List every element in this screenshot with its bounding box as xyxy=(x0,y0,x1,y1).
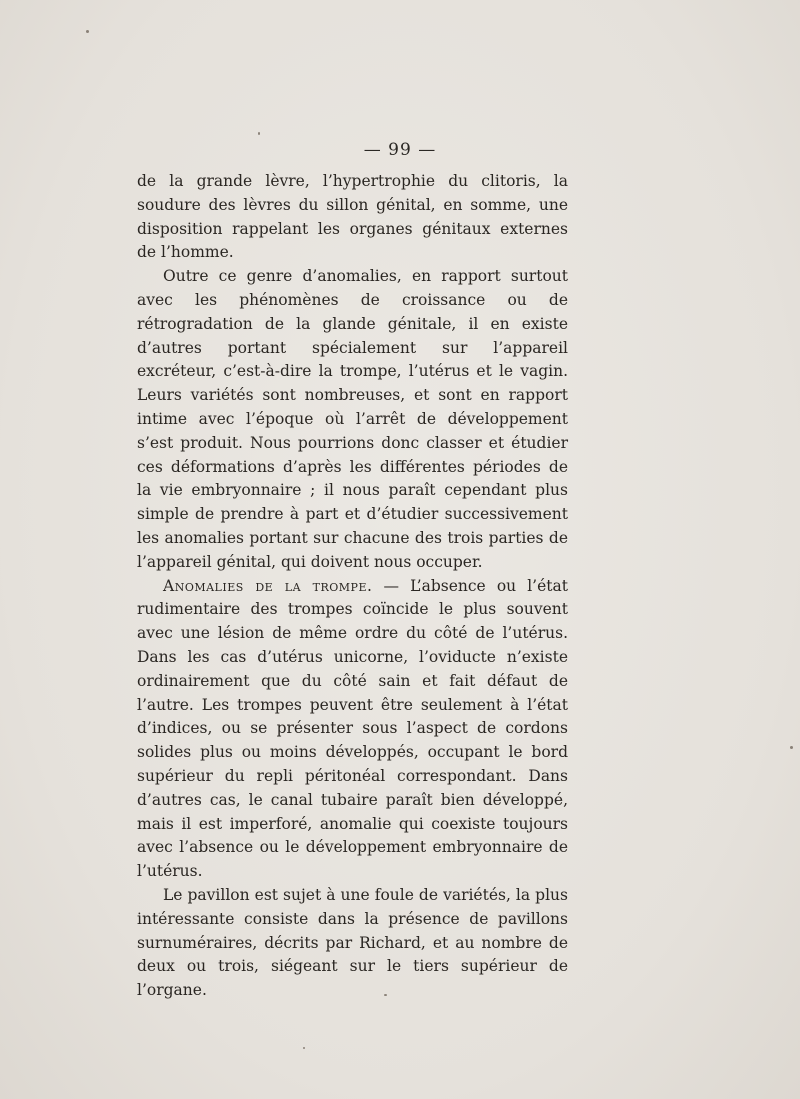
paragraph-3 xyxy=(137,575,568,884)
paragraph-3-text: — L’absence ou l’état rudimentaire des trompes coïncide le plus souvent avec une lésion de même ordre du côté de l’utérus. Dans les cas d’utérus unicorne, l’oviducte n’existe ordinairement que du côté sain et fait défaut de l’autre. Les trompes peuvent être seulement à l’état d’indices, ou se présenter sous l’aspect de cordons solides plus ou moins développés, occupant le bord supérieur du repli péritonéal correspondant. Dans d’autres cas, le canal tubaire paraît bien développé, mais il est imperforé, anomalie qui coexiste toujours avec l’absence ou le développement embryonnaire de l’utérus. xyxy=(137,576,568,881)
paper-speck xyxy=(303,1047,305,1049)
paper-speck xyxy=(258,132,260,135)
section-heading: Anomalies de la trompe. xyxy=(163,576,373,595)
paragraph-2: Outre ce genre d’anomalies, en rapport surtout avec les phénomènes de croissance ou de rétrogradation de la glande génitale, il en existe d’autres portant spécialement sur l’appareil excréteur, c’est-à-dire la trompe, l’utérus et le vagin. Leurs variétés sont nombreuses, et sont en rapport intime avec l’époque où l’arrêt de développement s’est produit. Nous pourrions donc classer et étudier ces déformations d’après les différentes périodes de la vie embryonnaire ; il nous paraît cependant plus simple de prendre à part et d’étudier successivement les anomalies portant sur chacune des trois parties de l’appareil génital, qui doivent nous occuper. xyxy=(137,267,568,571)
paper-speck xyxy=(790,746,793,749)
paper-speck xyxy=(384,994,387,996)
paper-speck xyxy=(86,30,89,33)
body-text xyxy=(137,170,568,1003)
paragraph-4: Le pavillon est sujet à une foule de variétés, la plus intéressante consiste dans la présence de pavillons surnuméraires, décrits par Richard, et au nombre de deux ou trois, siégeant sur le tiers supérieur de l’organe. xyxy=(137,885,568,1000)
page-number: — 99 — xyxy=(363,140,437,160)
paragraph-1: de la grande lèvre, l’hypertrophie du clitoris, la soudure des lèvres du sillon génital, en somme, une disposition rappelant les organes génitaux externes de l’homme. xyxy=(137,172,568,262)
